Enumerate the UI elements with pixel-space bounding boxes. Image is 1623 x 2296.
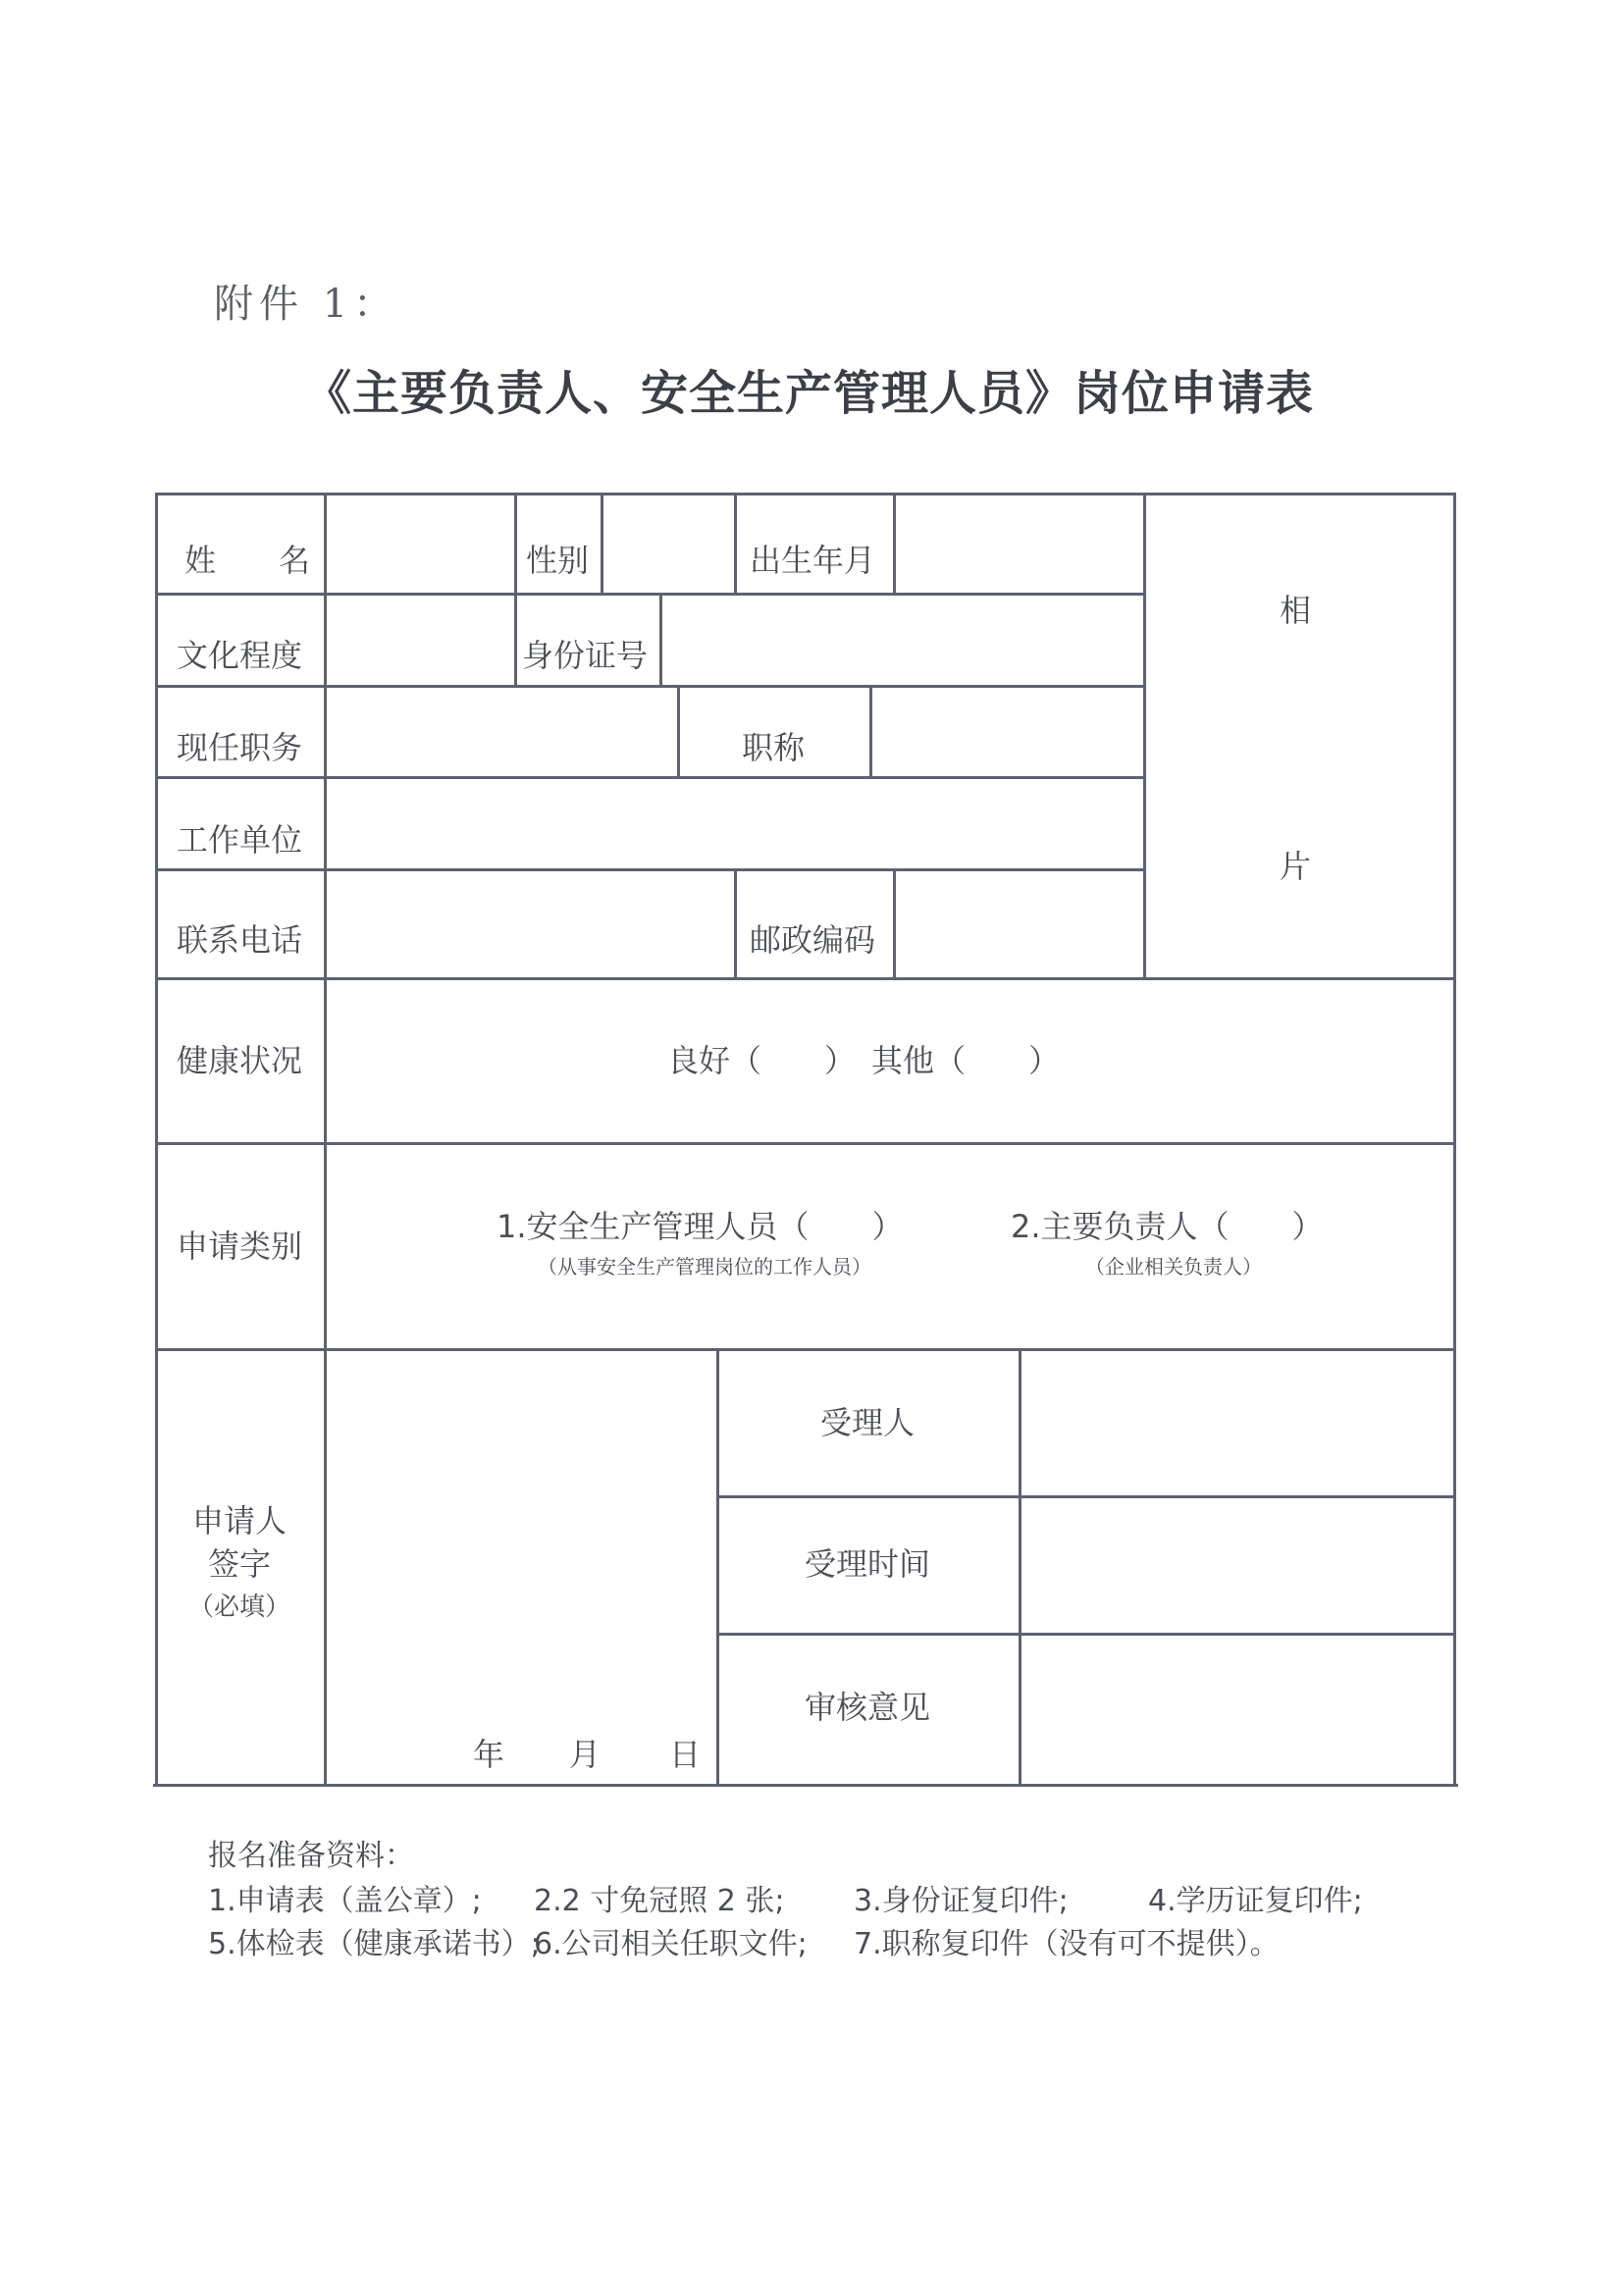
date-day-label: 日: [669, 1736, 702, 1773]
col-divider: [893, 868, 896, 977]
signature-label: 签字: [207, 1545, 272, 1583]
col-divider: [1143, 493, 1146, 977]
col-divider: [601, 493, 603, 593]
photo-label-bottom: 片: [1279, 848, 1312, 885]
category-option-principal-note: （企业相关负责人）: [1085, 1255, 1262, 1278]
row-divider: [718, 1633, 1454, 1636]
col-divider: [893, 493, 896, 593]
gender-label: 性别: [526, 542, 590, 579]
review-opinion-label: 审核意见: [804, 1689, 931, 1726]
col-divider: [1019, 1348, 1021, 1784]
category-label: 申请类别: [177, 1227, 303, 1265]
col-divider: [734, 493, 737, 593]
employer-label: 工作单位: [177, 821, 303, 859]
date-year-label: 年: [473, 1736, 505, 1773]
row-divider: [157, 685, 1144, 688]
form-title: 《主要负责人、安全生产管理人员》岗位申请表: [304, 366, 1315, 421]
date-month-label: 月: [569, 1736, 602, 1773]
photo-label-top: 相: [1279, 592, 1312, 629]
col-divider: [324, 493, 327, 1784]
notes-item: 3.身份证复印件;: [854, 1884, 1069, 1918]
row-divider: [157, 868, 1144, 871]
notes-heading: 报名准备资料：: [208, 1839, 414, 1873]
row-divider: [157, 977, 1454, 980]
row-divider: [157, 593, 1144, 596]
category-option-principal: 2.主要负责人（ ）: [1011, 1208, 1324, 1245]
education-label: 文化程度: [177, 637, 303, 674]
notes-item: 1.申请表（盖公章）;: [208, 1884, 482, 1918]
col-divider: [514, 493, 517, 685]
col-divider: [716, 1348, 719, 1784]
health-options: 良好（ ） 其他（ ）: [667, 1042, 1061, 1079]
id-number-label: 身份证号: [522, 637, 649, 674]
row-divider: [157, 1348, 1454, 1351]
name-label: 姓 名: [184, 542, 311, 579]
col-divider: [734, 868, 737, 977]
position-label: 现任职务: [177, 729, 303, 766]
table-border-right: [1453, 493, 1456, 1786]
col-divider: [677, 685, 680, 776]
postcode-label: 邮政编码: [750, 921, 876, 959]
phone-label: 联系电话: [177, 921, 303, 959]
applicant-label: 申请人: [191, 1502, 288, 1539]
row-divider: [157, 776, 1144, 779]
row-divider: [718, 1495, 1454, 1498]
receiver-label: 受理人: [819, 1404, 916, 1441]
table-border-bottom: [153, 1784, 1458, 1787]
notes-item: 6.公司相关任职文件;: [534, 1927, 808, 1961]
birth-label: 出生年月: [750, 542, 876, 579]
category-option-safety-manager-note: （从事安全生产管理岗位的工作人员）: [538, 1255, 871, 1278]
attachment-label: 附件 1：: [214, 282, 399, 327]
health-label: 健康状况: [177, 1042, 303, 1079]
notes-item: 5.体检表（健康承诺书）;: [208, 1927, 541, 1961]
notes-item: 2.2 寸免冠照 2 张;: [534, 1884, 785, 1918]
required-note: （必填）: [187, 1592, 291, 1622]
receive-time-label: 受理时间: [804, 1545, 931, 1583]
job-title-label: 职称: [742, 729, 806, 766]
row-divider: [157, 1142, 1454, 1145]
category-option-safety-manager: 1.安全生产管理人员（ ）: [497, 1208, 904, 1245]
col-divider: [659, 593, 662, 685]
notes-item: 4.学历证复印件;: [1148, 1884, 1363, 1918]
table-border-top: [157, 493, 1456, 496]
notes-item: 7.职称复印件（没有可不提供）。: [854, 1927, 1280, 1961]
col-divider: [869, 685, 872, 776]
